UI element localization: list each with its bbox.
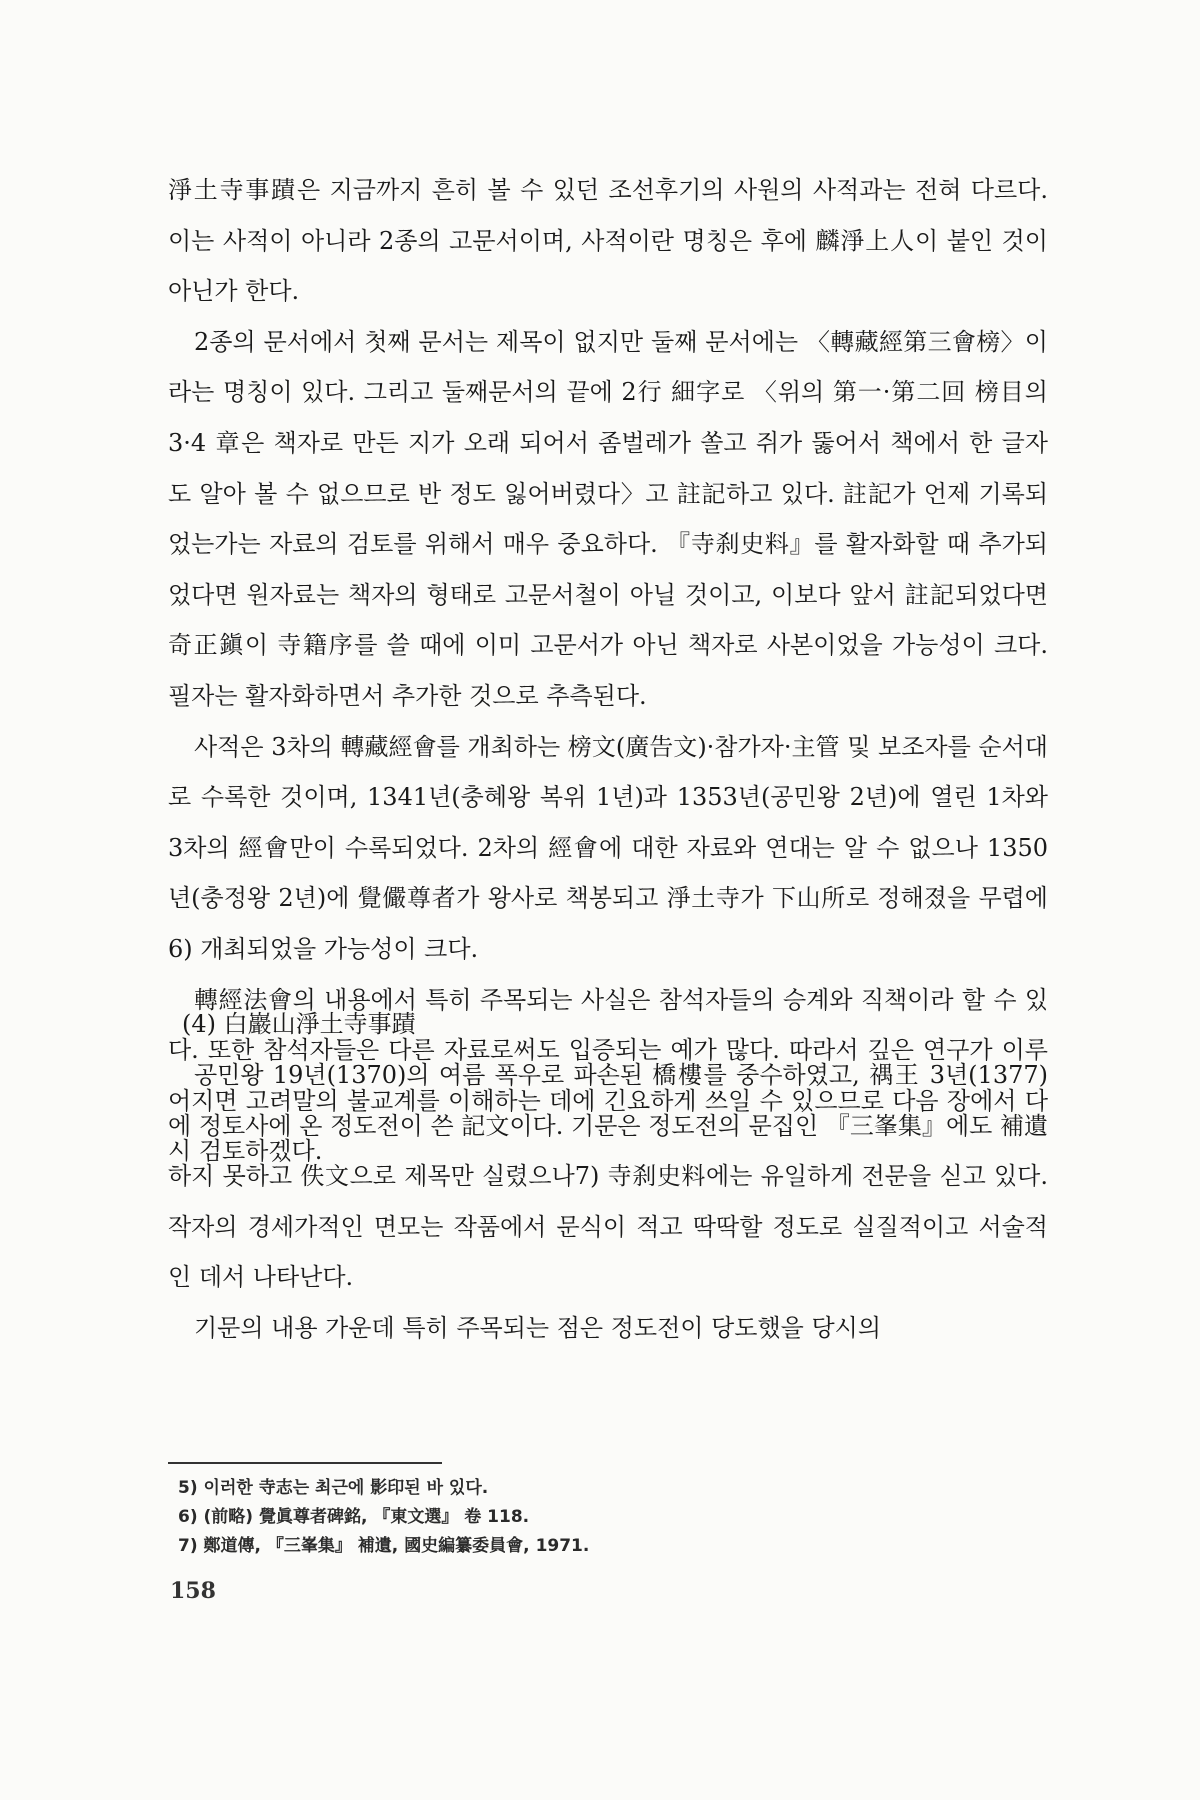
footnote-7: 7) 鄭道傳, 『三峯集』 補遺, 國史編纂委員會, 1971. xyxy=(178,1536,590,1556)
page-number: 158 xyxy=(170,1578,216,1604)
section-body-text xyxy=(168,1050,1048,1354)
paragraph-3: 사적은 3차의 轉藏經會를 개최하는 榜文(廣告文)·참가자·主管 및 보조자를 순서대로 수록한 것이며, 1341년(충혜왕 복위 1년)과 1353년(공민왕 2년)에 열린 1차와 3차의 經會만이 수록되었다. 2차의 經會에 대한 자료와 연대는 알 수 없으나 1350년(충정왕 2년)에 覺儼尊者가 왕사로 책봉되고 淨土寺가 下山所로 정해졌을 무렵에6) 개최되었을 가능성이 크다. xyxy=(168,732,1048,963)
footnote-6: 6) (前略) 覺眞尊者碑銘, 『東文選』 卷 118. xyxy=(178,1507,530,1527)
footnote-divider xyxy=(168,1462,442,1464)
footnote-5: 5) 이러한 寺志는 최근에 影印된 바 있다. xyxy=(178,1478,489,1498)
paragraph-1: 淨土寺事蹟은 지금까지 흔히 볼 수 있던 조선후기의 사원의 사적과는 전혀 다르다. 이는 사적이 아니라 2종의 고문서이며, 사적이란 명칭은 후에 麟淨上人이 붙인 것이 아닌가 한다. xyxy=(168,176,1048,306)
paragraph-4: 轉經法會의 내용에서 특히 주목되는 사실은 참석자들의 승계와 직책이라 할 수 있다. 또한 참석자들은 다른 자료로써도 입증되는 예가 많다. 따라서 깊은 연구가 이루어지면 고려말의 불교계를 이해하는 데에 긴요하게 쓰일 수 있으므로 다음 장에서 다시 검토하겠다. xyxy=(168,985,1048,1166)
paragraph-2: 2종의 문서에서 첫째 문서는 제목이 없지만 둘째 문서에는 〈轉藏經第三會榜〉이라는 명칭이 있다. 그리고 둘째문서의 끝에 2行 細字로 〈위의 第一·第二回 榜目의 3·4 章은 책자로 만든 지가 오래 되어서 좀벌레가 쏠고 쥐가 뚫어서 책에서 한 글자도 알아 볼 수 없으므로 반 정도 잃어버렸다〉고 註記하고 있다. 註記가 언제 기록되었는가는 자료의 검토를 위해서 매우 중요하다. 『寺刹史料』를 활자화할 때 추가되었다면 원자료는 책자의 형태로 고문서철이 아닐 것이고, 이보다 앞서 註記되었다면 奇正鎭이 寺籍序를 쓸 때에 이미 고문서가 아닌 책자로 사본이었을 가능성이 크다. 필자는 활자화하면서 추가한 것으로 추측된다. xyxy=(168,327,1048,710)
section-paragraph-2: 기문의 내용 가운데 특히 주목되는 점은 정도전이 당도했을 당시의 xyxy=(194,1313,881,1342)
footnotes xyxy=(178,1474,878,1561)
section-heading: (4) 白巖山淨土寺事蹟 xyxy=(182,1010,416,1038)
section-paragraph-1: 공민왕 19년(1370)의 여름 폭우로 파손된 橋樓를 중수하였고, 禑王 3년(1377)에 정토사에 온 정도전이 쓴 記文이다. 기문은 정도전의 문집인 『三峯集』에도 補遺하지 못하고 佚文으로 제목만 실렸으나7) 寺刹史料에는 유일하게 전문을 싣고 있다. 작자의 경세가적인 면모는 작품에서 문식이 적고 딱딱할 정도로 실질적이고 서술적인 데서 나타난다. xyxy=(168,1061,1048,1292)
